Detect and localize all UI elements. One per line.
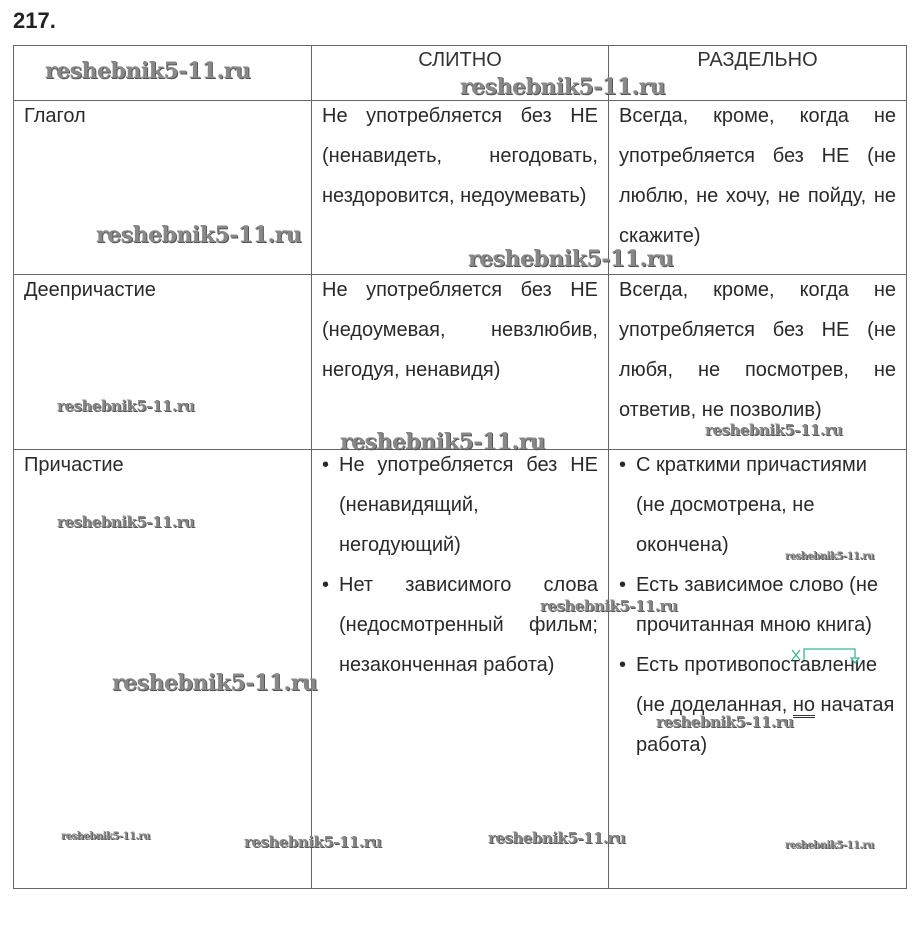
watermark: reshebnik5-11.ru: [785, 840, 874, 851]
header-together: СЛИТНО: [312, 46, 609, 101]
part-of-speech: Деепричастие: [24, 279, 156, 301]
list-item: • Есть зависимое слово (не прочитанная мною книга): [619, 565, 896, 645]
list-item: • Нет зависимого слова (недосмотренный фильм; незаконченная работа): [322, 565, 598, 685]
watermark: reshebnik5-11.ru: [540, 597, 678, 615]
list-item: • Есть противопоставление (не доделанная, но начатая работа): [619, 645, 896, 765]
part-of-speech: Причастие: [24, 454, 124, 476]
watermark: reshebnik5-11.ru: [57, 513, 195, 531]
watermark: reshebnik5-11.ru: [45, 58, 251, 84]
watermark: reshebnik5-11.ru: [244, 833, 382, 851]
exercise-number: 217.: [13, 8, 56, 33]
watermark: reshebnik5-11.ru: [705, 421, 843, 439]
watermark: reshebnik5-11.ru: [488, 829, 626, 847]
header-separate: РАЗДЕЛЬНО: [609, 46, 907, 101]
dependent-word-arrow-icon: [790, 646, 860, 666]
list-item: • Не употребляется без НЕ (ненавидящий, негодующий): [322, 445, 598, 565]
watermark: reshebnik5-11.ru: [656, 713, 794, 731]
part-of-speech: Глагол: [24, 105, 86, 127]
watermark: reshebnik5-11.ru: [340, 429, 546, 455]
together-rule: Не употребляется без НЕ (ненавидеть, негодовать, нездоровится, недоумевать): [322, 105, 598, 207]
watermark: reshebnik5-11.ru: [57, 397, 195, 415]
together-rule: Не употребляется без НЕ (недоумевая, невзлюбив, негодуя, ненавидя): [322, 279, 598, 381]
list-item: • С краткими причастиями (не досмотрена, не окончена): [619, 445, 896, 565]
watermark: reshebnik5-11.ru: [785, 551, 874, 562]
separate-rule: Всегда, кроме, когда не употребляется без НЕ (не люблю, не хочу, не пойду, не скажите): [619, 105, 896, 247]
spelling-table: [13, 45, 907, 889]
separate-rule: Всегда, кроме, когда не употребляется без НЕ (не любя, не посмотрев, не ответив, не позволив): [619, 279, 896, 421]
together-list: [322, 445, 598, 685]
watermark: reshebnik5-11.ru: [96, 222, 302, 248]
watermark: reshebnik5-11.ru: [468, 246, 674, 272]
conjunction-underline: но: [792, 694, 815, 716]
table-row: [14, 101, 907, 275]
watermark: reshebnik5-11.ru: [61, 831, 150, 842]
watermark: reshebnik5-11.ru: [460, 74, 666, 100]
watermark: reshebnik5-11.ru: [112, 670, 318, 696]
